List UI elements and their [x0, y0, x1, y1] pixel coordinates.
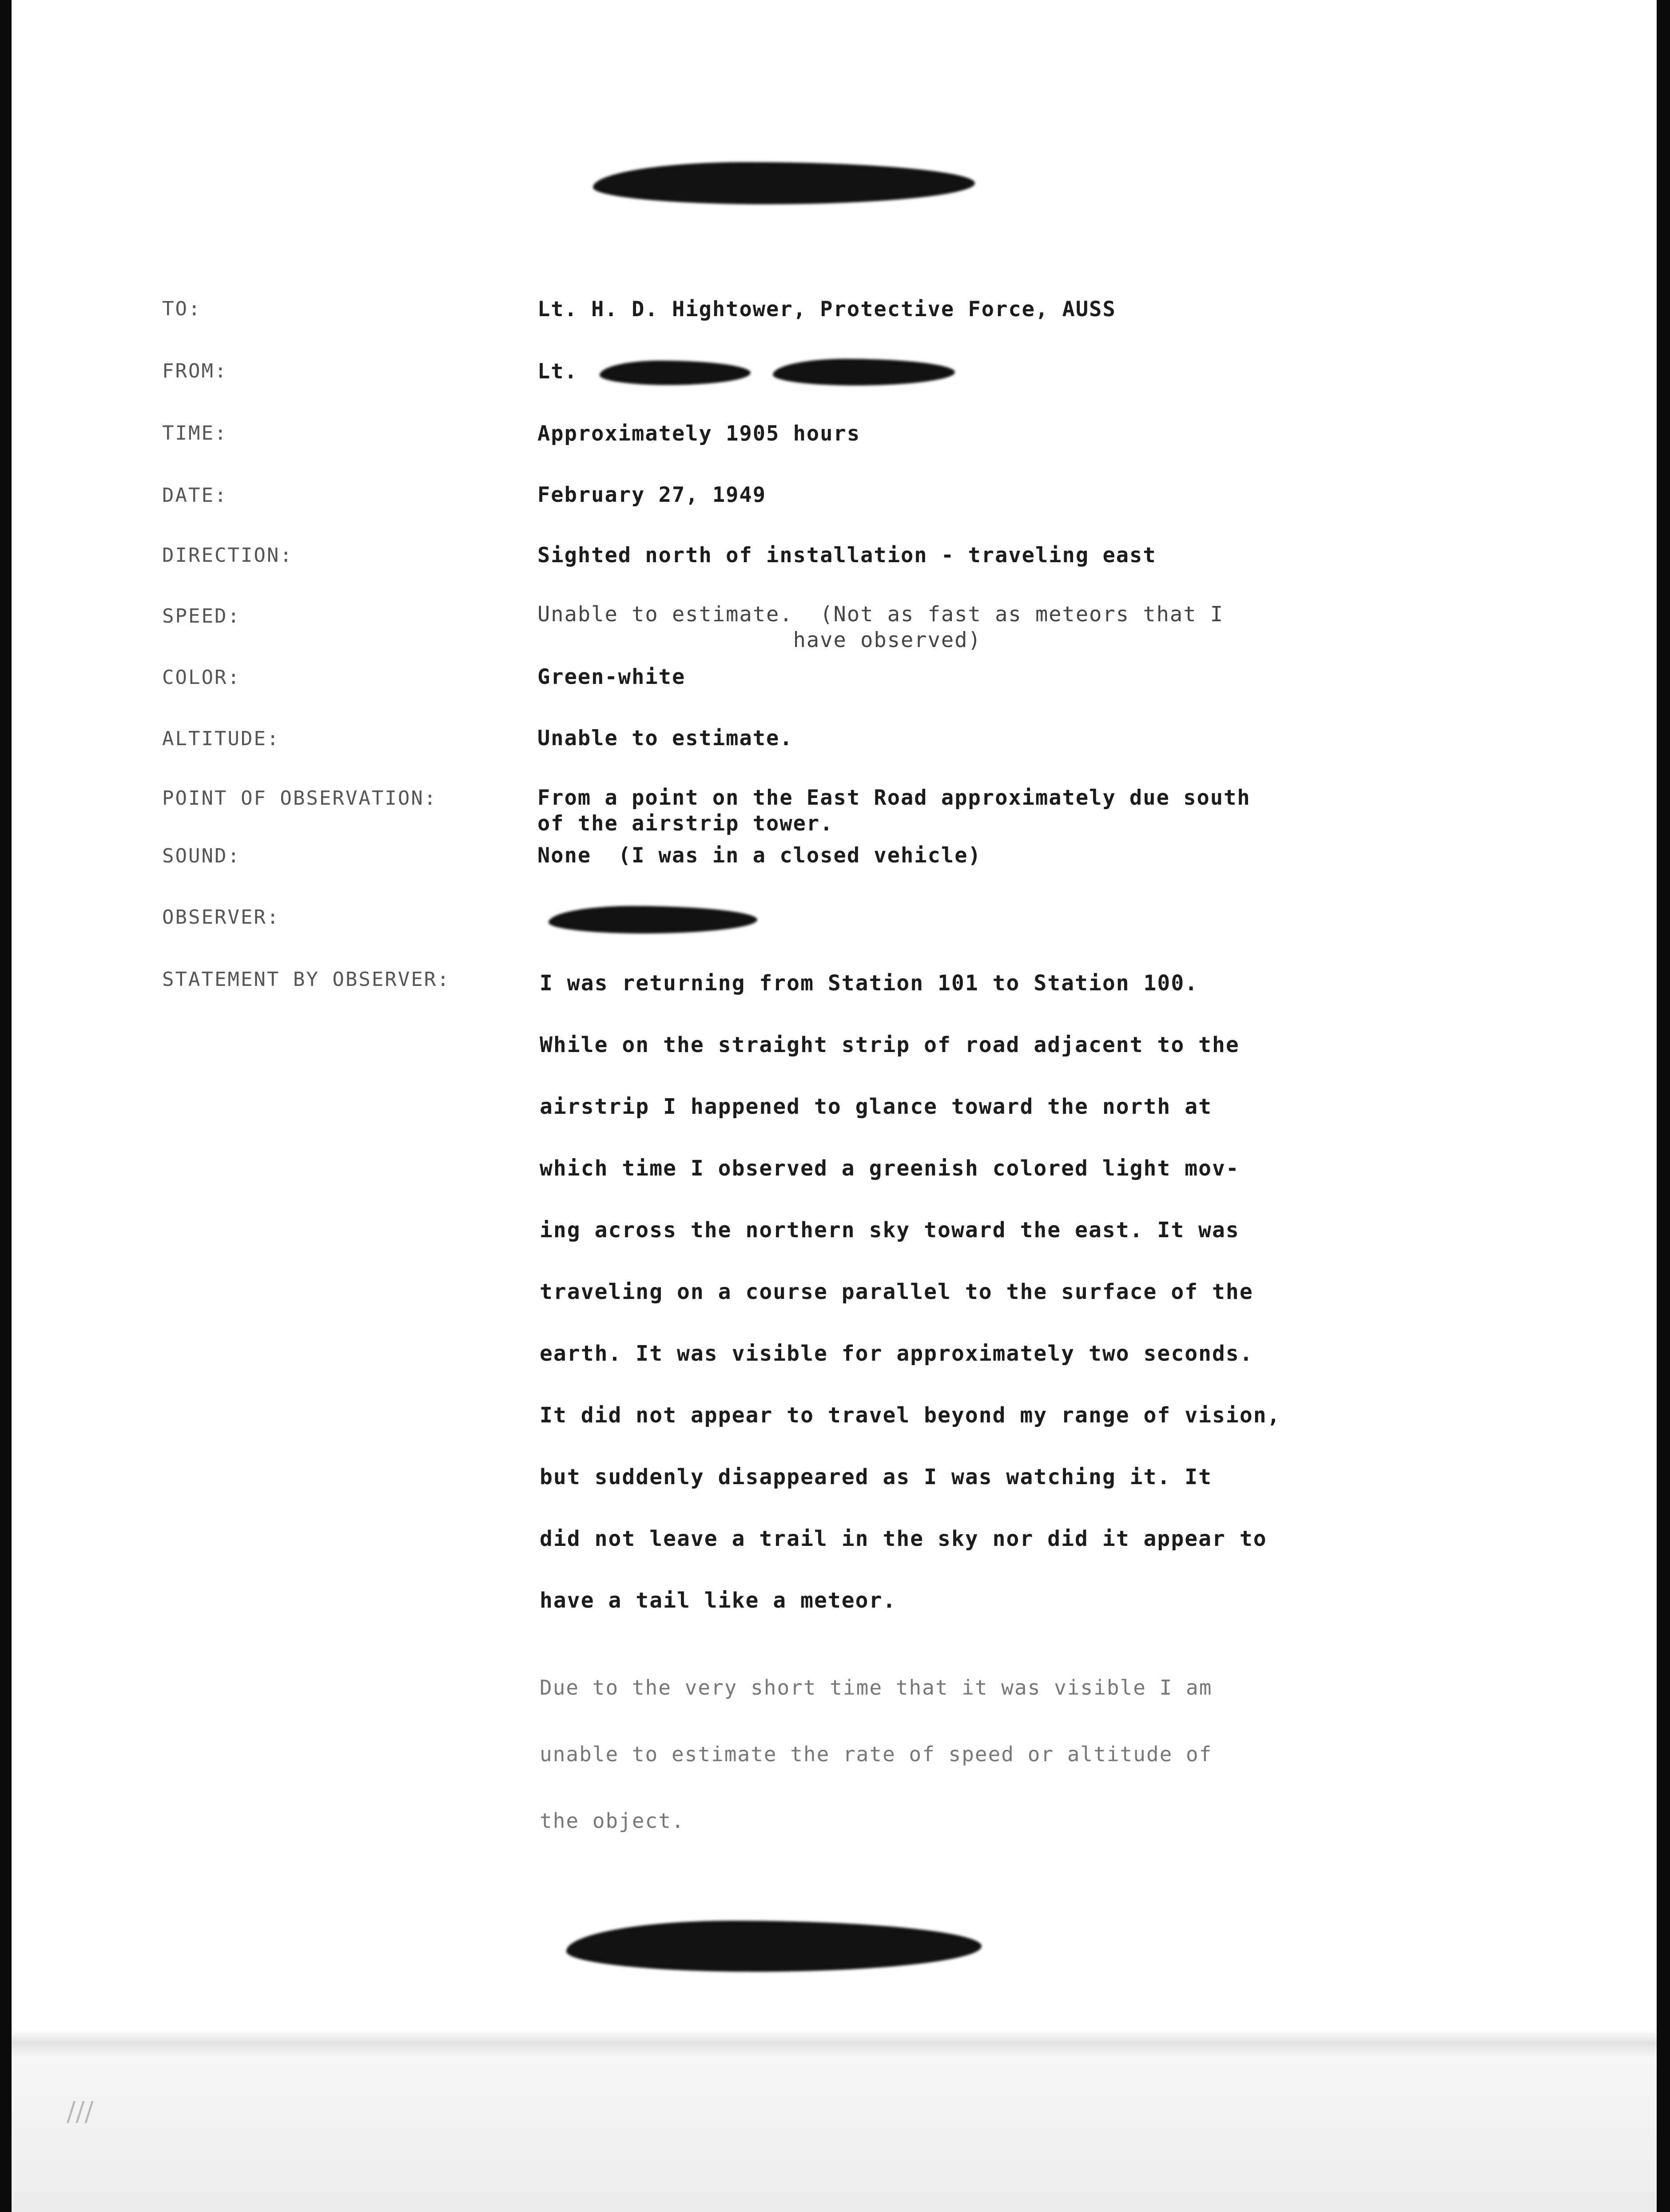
film-scratch-marks: ///: [67, 2096, 94, 2127]
field-value: February 27, 1949: [537, 483, 767, 507]
field-label: SOUND:: [162, 845, 241, 867]
scan-border-left: [0, 0, 12, 2212]
field-value: Unable to estimate. (Not as fast as meteors that I have observed): [537, 602, 1224, 652]
field-label: SPEED:: [162, 605, 241, 627]
field-value: Unable to estimate.: [537, 726, 793, 751]
scan-border-right: [1657, 0, 1670, 2212]
field-label: DATE:: [162, 484, 228, 507]
from-name-redaction: [600, 361, 751, 385]
field-label: STATEMENT BY OBSERVER:: [162, 968, 450, 991]
paper-edge: [12, 2029, 1657, 2056]
field-value: From a point on the East Road approximately due south of the airstrip tower.: [537, 786, 1251, 836]
field-label: ALTITUDE:: [162, 727, 280, 750]
bottom-redaction: [566, 1921, 982, 1972]
field-label: FROM:: [162, 360, 228, 382]
top-redaction: [593, 162, 975, 204]
field-label: OBSERVER:: [162, 906, 280, 929]
field-value: Sighted north of installation - traveling east: [537, 543, 1157, 568]
statement-paragraph-2: Due to the very short time that it was visible I am unable to estimate the rate of speed or altitude of the object.: [540, 1676, 1213, 1833]
field-label: DIRECTION:: [162, 544, 293, 567]
statement-paragraph-1: I was returning from Station 101 to Station 100. While on the straight strip of road adjacent to the airstrip I happened to glance toward the north at which time I observed a greenish colored light mov- ing across the northern sky toward the east. It was traveling on a course parallel to the surface of the earth. It was visible for approximately two seconds. It did not appear to travel beyond my range of vision, but suddenly disappeared as I was watching it. It did not leave a trail in the sky nor did it appear to have a tail like a meteor.: [540, 971, 1281, 1613]
field-value: None (I was in a closed vehicle): [537, 843, 982, 868]
observer-redaction: [549, 906, 757, 933]
field-value: Approximately 1905 hours: [537, 421, 861, 446]
field-label: COLOR:: [162, 666, 241, 689]
field-value: Lt.: [537, 359, 578, 384]
from-unit-redaction: [773, 359, 955, 385]
field-label: TO:: [162, 298, 202, 320]
film-background: [12, 2056, 1657, 2212]
field-label: POINT OF OBSERVATION:: [162, 787, 437, 810]
field-label: TIME:: [162, 422, 228, 445]
field-value: Green-white: [537, 665, 686, 689]
field-value: Lt. H. D. Hightower, Protective Force, AUSS: [537, 297, 1116, 322]
